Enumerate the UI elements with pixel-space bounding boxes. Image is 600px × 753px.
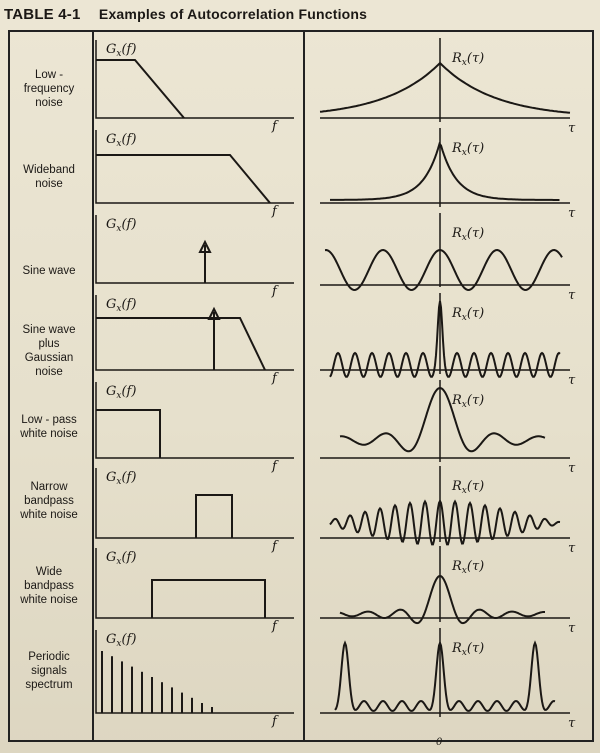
row-label-5: Low - pass white noise bbox=[20, 414, 78, 440]
freq-axis-label-5: f bbox=[272, 459, 277, 474]
psd-label-2: $G_x(f)$ bbox=[106, 132, 137, 149]
freq-axis-label-6: f bbox=[272, 539, 277, 554]
psd-label-7: $G_x(f)$ bbox=[106, 550, 137, 567]
freq-axis-label-2: f bbox=[272, 204, 277, 219]
psd-noise-floor bbox=[96, 318, 265, 370]
table-caption: Examples of Autocorrelation Functions bbox=[98, 6, 368, 22]
psd-wide-bandpass-rect bbox=[152, 580, 265, 618]
psd-lowpass-rect bbox=[96, 410, 160, 458]
lag-axis-label-2: τ bbox=[568, 206, 576, 221]
acf-label-6: $R_x(\tau)$ bbox=[452, 479, 485, 496]
acf-exp-narrow bbox=[330, 144, 560, 200]
row-label-4: Sine wave plus Gaussian noise bbox=[22, 324, 76, 378]
acf-label-7: $R_x(\tau)$ bbox=[452, 559, 485, 576]
psd-label-3: $G_x(f)$ bbox=[106, 217, 137, 234]
lag-axis-label-1: τ bbox=[568, 121, 576, 136]
acf-label-4: $R_x(\tau)$ bbox=[452, 306, 485, 323]
lag-axis-label-5: τ bbox=[568, 461, 576, 476]
lag-axis-label-8: τ bbox=[568, 716, 576, 731]
row-label-8: Periodic signals spectrum bbox=[25, 651, 73, 691]
acf-label-8: $R_x(\tau)$ bbox=[452, 641, 485, 658]
lag-axis-label-3: τ bbox=[568, 288, 576, 303]
acf-wide-bandpass bbox=[340, 576, 545, 623]
acf-exp-wide bbox=[320, 63, 570, 113]
table-number: TABLE 4-1 bbox=[4, 6, 81, 23]
acf-label-2: $R_x(\tau)$ bbox=[452, 141, 485, 158]
row-label-2: Wideband noise bbox=[23, 164, 75, 190]
row-label-7: Wide bandpass white noise bbox=[20, 566, 78, 606]
lag-axis-label-7: τ bbox=[568, 621, 576, 636]
psd-label-6: $G_x(f)$ bbox=[106, 470, 137, 487]
row-label-1: Low - frequency noise bbox=[23, 69, 75, 109]
lag-axis-label-6: τ bbox=[568, 541, 576, 556]
acf-cosine bbox=[325, 250, 562, 290]
acf-sinc bbox=[340, 388, 545, 451]
psd-label-1: $G_x(f)$ bbox=[106, 42, 137, 59]
psd-label-4: $G_x(f)$ bbox=[106, 297, 137, 314]
freq-axis-label-1: f bbox=[272, 119, 277, 134]
freq-axis-label-8: f bbox=[272, 714, 277, 729]
psd-narrowband-rect bbox=[196, 495, 232, 538]
psd-lowfreq-curve bbox=[96, 60, 184, 118]
psd-label-5: $G_x(f)$ bbox=[106, 384, 137, 401]
acf-periodic bbox=[335, 643, 555, 711]
psd-label-8: $G_x(f)$ bbox=[106, 632, 137, 649]
acf-label-5: $R_x(\tau)$ bbox=[452, 393, 485, 410]
freq-axis-label-4: f bbox=[272, 371, 277, 386]
origin-label: 0 bbox=[436, 737, 443, 748]
acf-label-3: $R_x(\tau)$ bbox=[452, 226, 485, 243]
psd-wideband-curve bbox=[96, 155, 270, 203]
acf-cos-plus-spike bbox=[330, 301, 560, 377]
acf-label-1: $R_x(\tau)$ bbox=[452, 51, 485, 68]
row-label-6: Narrow bandpass white noise bbox=[20, 481, 78, 521]
freq-axis-label-3: f bbox=[272, 284, 277, 299]
freq-axis-label-7: f bbox=[272, 619, 277, 634]
lag-axis-label-4: τ bbox=[568, 373, 576, 388]
row-label-3: Sine wave bbox=[22, 265, 76, 277]
